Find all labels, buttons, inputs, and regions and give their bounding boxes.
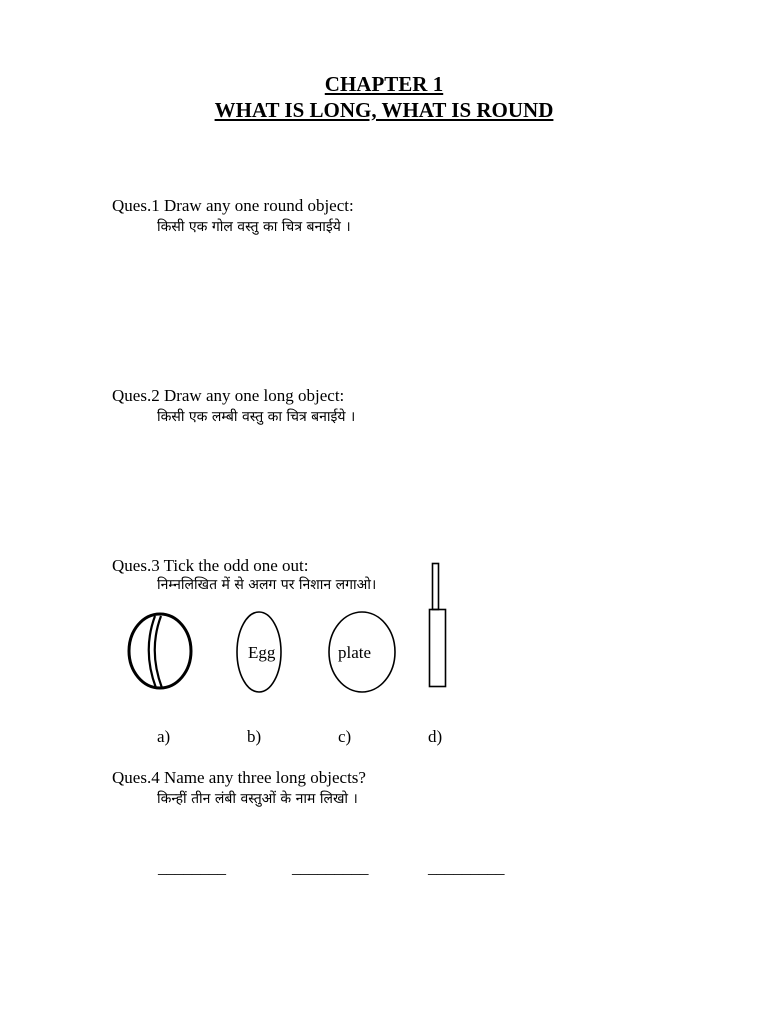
question-2-label: Ques.2 Draw any one long object: [112, 386, 345, 405]
answer-blank-3: _________ [428, 858, 505, 877]
option-c: c) [338, 727, 352, 746]
chapter-number: CHAPTER 1 [324, 72, 444, 96]
egg-label: Egg [248, 643, 276, 662]
question-2-hindi: किसी एक लम्बी वस्तु का चित्र बनाईये । [157, 409, 356, 425]
question-1-hindi: किसी एक गोल वस्तु का चित्र बनाईये । [157, 219, 351, 235]
chapter-title: WHAT IS LONG, WHAT IS ROUND [214, 98, 554, 122]
option-d: d) [428, 727, 443, 746]
question-4-label: Ques.4 Name any three long objects? [112, 768, 366, 787]
question-4-hindi: किन्हीं तीन लंबी वस्तुओं के नाम लिखो । [157, 791, 358, 807]
plate-label: plate [338, 643, 372, 662]
option-a: a) [157, 727, 171, 746]
answer-blank-1: ________ [158, 858, 226, 877]
question-1-label: Ques.1 Draw any one round object: [112, 196, 354, 215]
bat-icon [430, 564, 446, 687]
answer-blank-2: _________ [292, 858, 369, 877]
option-b: b) [247, 727, 262, 746]
question-3-label: Ques.3 Tick the odd one out: [112, 556, 309, 575]
ball-icon [129, 614, 191, 688]
question-3-hindi: निम्नलिखित में से अलग पर निशान लगाओ। [157, 577, 377, 593]
